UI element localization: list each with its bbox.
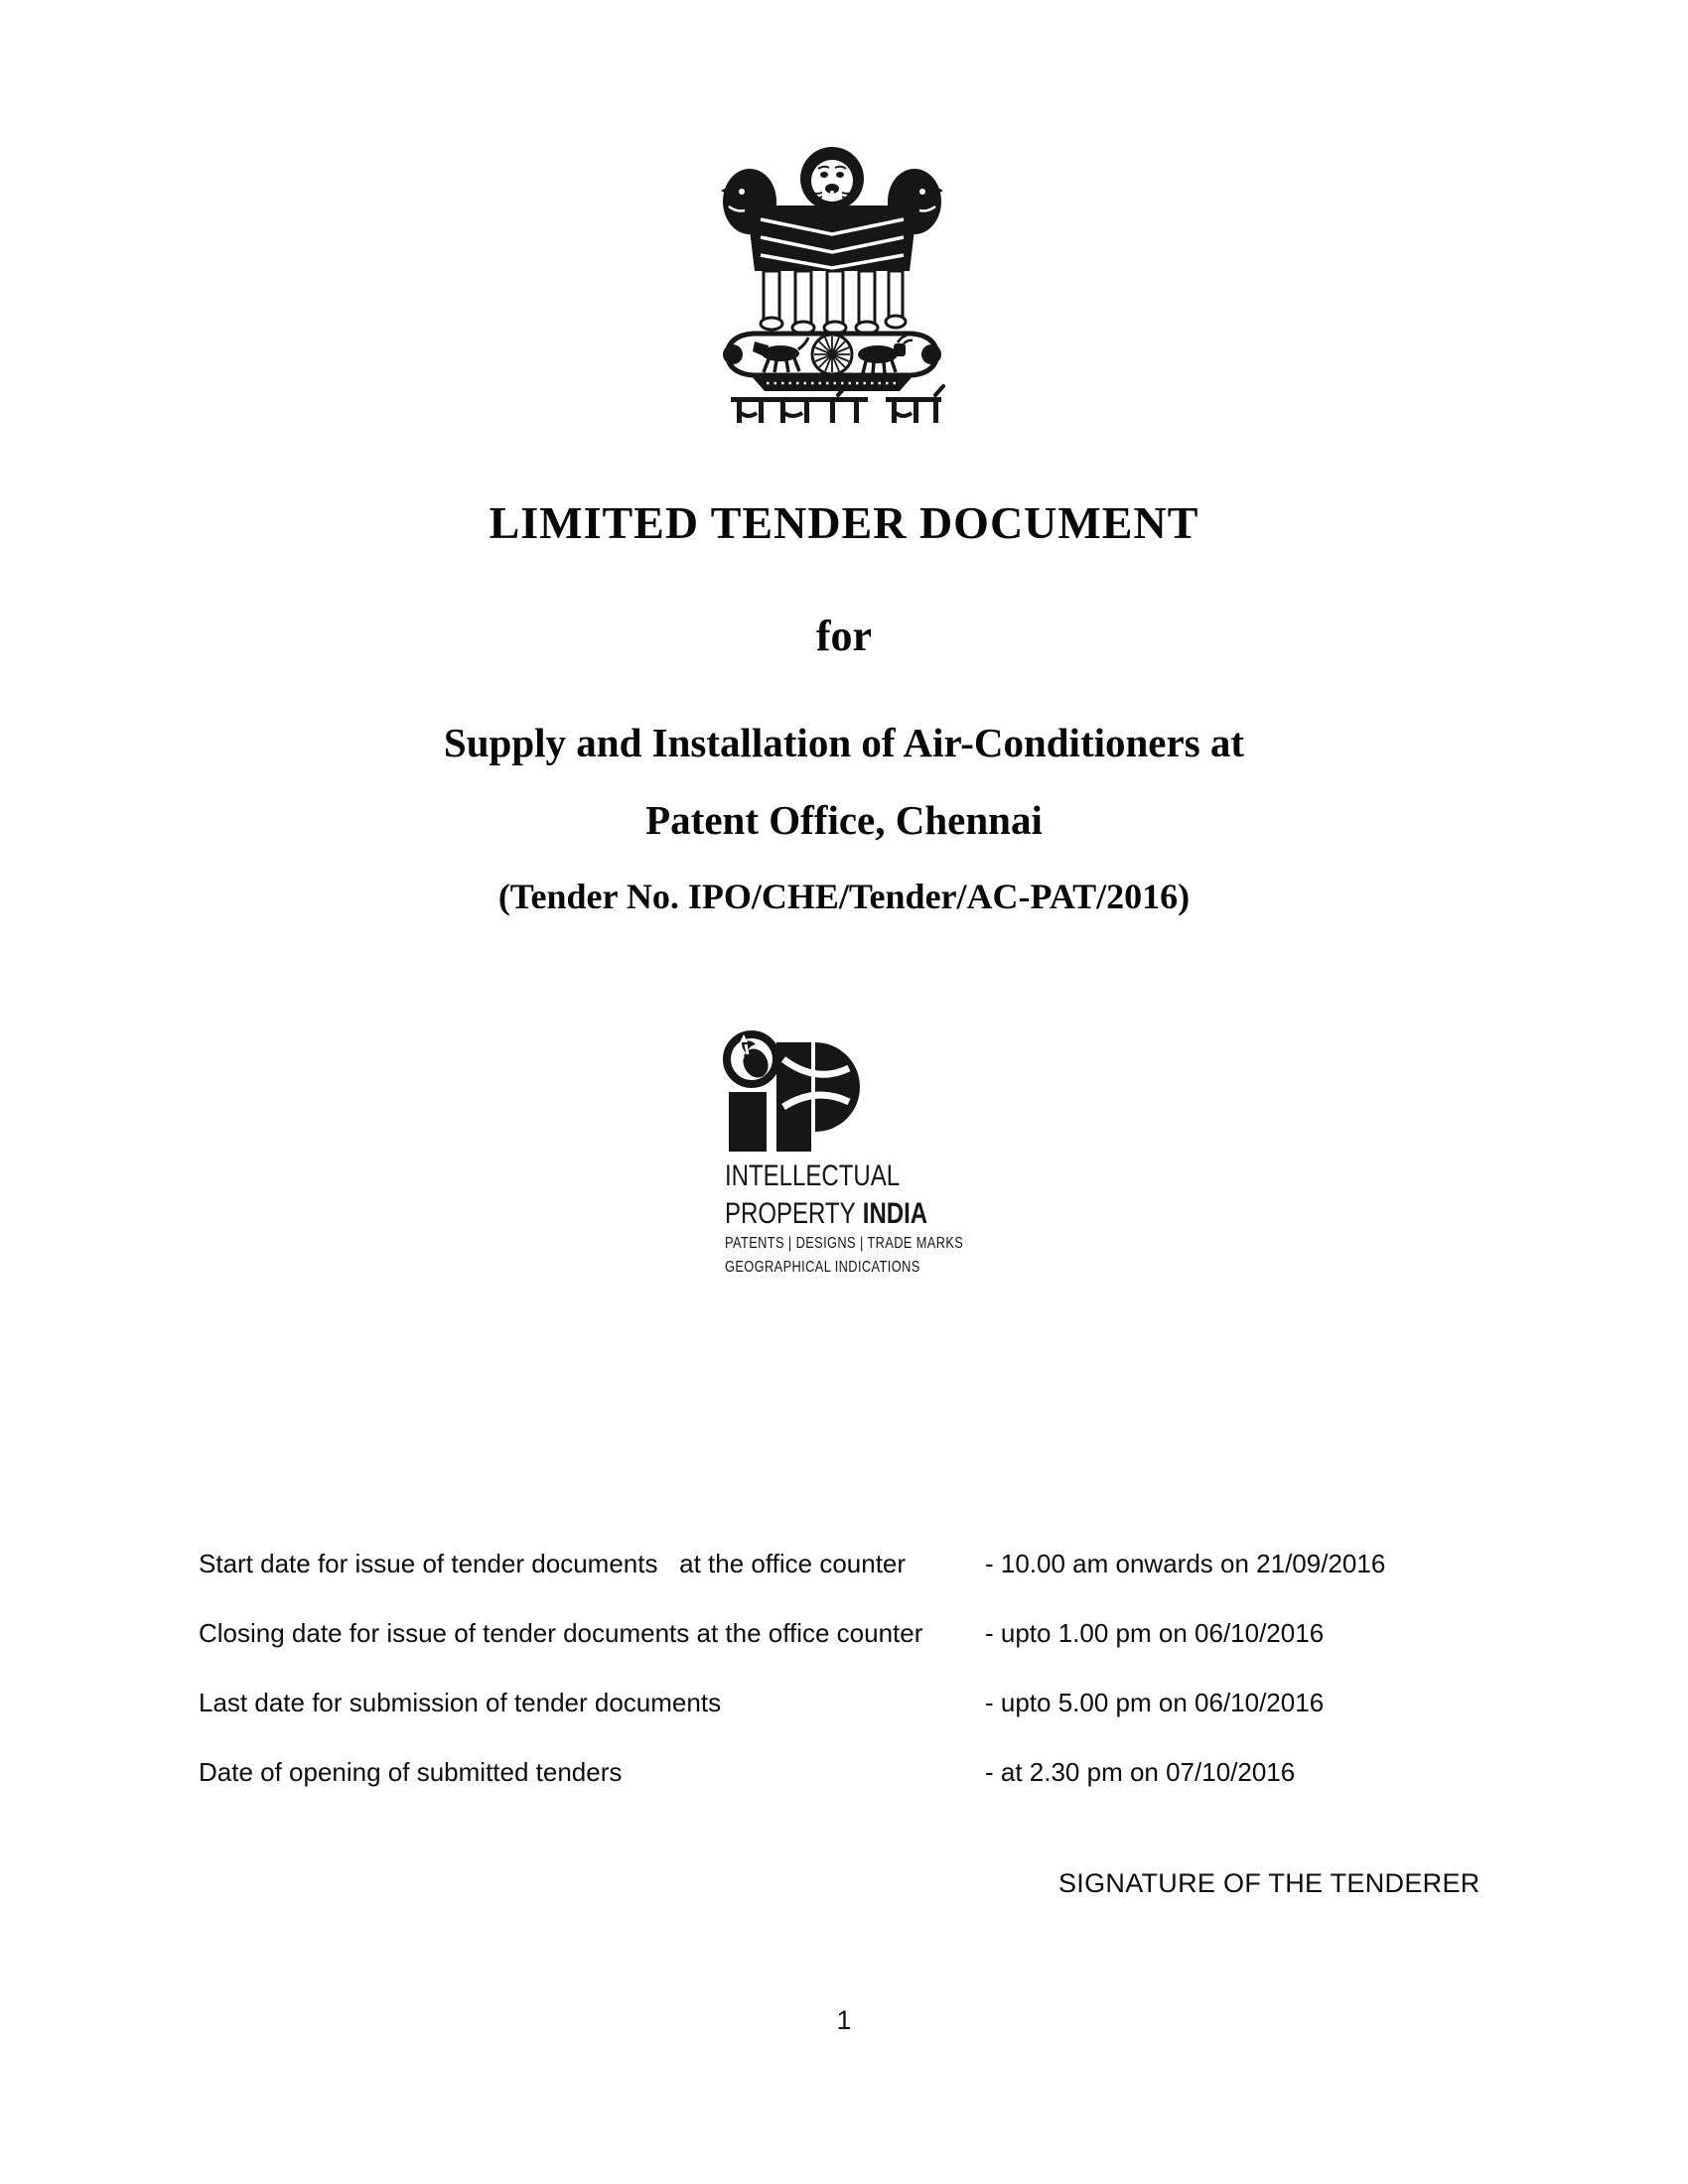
subject-line-2: Patent Office, Chennai <box>645 797 1043 843</box>
schedule-row-opening-date <box>199 1755 1509 1789</box>
schedule-row-value: - at 2.30 pm on 07/10/2016 <box>985 1757 1296 1787</box>
schedule-row-label: Closing date for issue of tender documents at the office counter <box>199 1618 923 1648</box>
schedule-row-label: Date of opening of submitted tenders <box>199 1757 623 1787</box>
ip-logo-word-property-india <box>725 1197 927 1231</box>
schedule-row-value: - 10.00 am onwards on 21/09/2016 <box>985 1549 1386 1578</box>
title-connector: for <box>815 612 873 660</box>
document-title: LIMITED TENDER DOCUMENT <box>489 497 1199 548</box>
schedule-row-label: Last date for submission of tender documents <box>199 1688 722 1717</box>
tender-number-line: (Tender No. IPO/CHE/Tender/AC-PAT/2016) <box>497 877 1191 916</box>
emblem-motto <box>731 386 943 423</box>
schedule-row-start-date <box>199 1547 1509 1580</box>
schedule-row-value: - upto 1.00 pm on 06/10/2016 <box>985 1618 1325 1648</box>
state-emblem-of-india <box>719 145 945 435</box>
ashoka-lion-capital-icon <box>719 145 945 435</box>
ip-logo-services-line: PATENTS | DESIGNS | TRADE MARKS <box>725 1235 964 1252</box>
ip-logo-word-property: PROPERTY <box>725 1197 856 1230</box>
ip-logo-gi-line: GEOGRAPHICAL INDICATIONS <box>725 1259 920 1276</box>
subject-line-1: Supply and Installation of Air-Conditioners at <box>443 720 1245 765</box>
ip-logo-word-intellectual: INTELLECTUAL <box>725 1160 901 1192</box>
ip-monogram-icon <box>722 1030 861 1154</box>
schedule-row-last-date <box>199 1686 1509 1719</box>
schedule-row-closing-date <box>199 1616 1509 1650</box>
schedule-row-value: - upto 5.00 pm on 06/10/2016 <box>985 1688 1325 1717</box>
ip-india-logo <box>722 1030 861 1154</box>
tender-schedule <box>199 1547 1509 1825</box>
page-number: 1 <box>836 2005 852 2035</box>
schedule-row-label: Start date for issue of tender documents at the office counter <box>199 1549 907 1578</box>
signature-caption: SIGNATURE OF THE TENDERER <box>1058 1868 1480 1898</box>
ip-logo-word-india: INDIA <box>862 1197 928 1230</box>
